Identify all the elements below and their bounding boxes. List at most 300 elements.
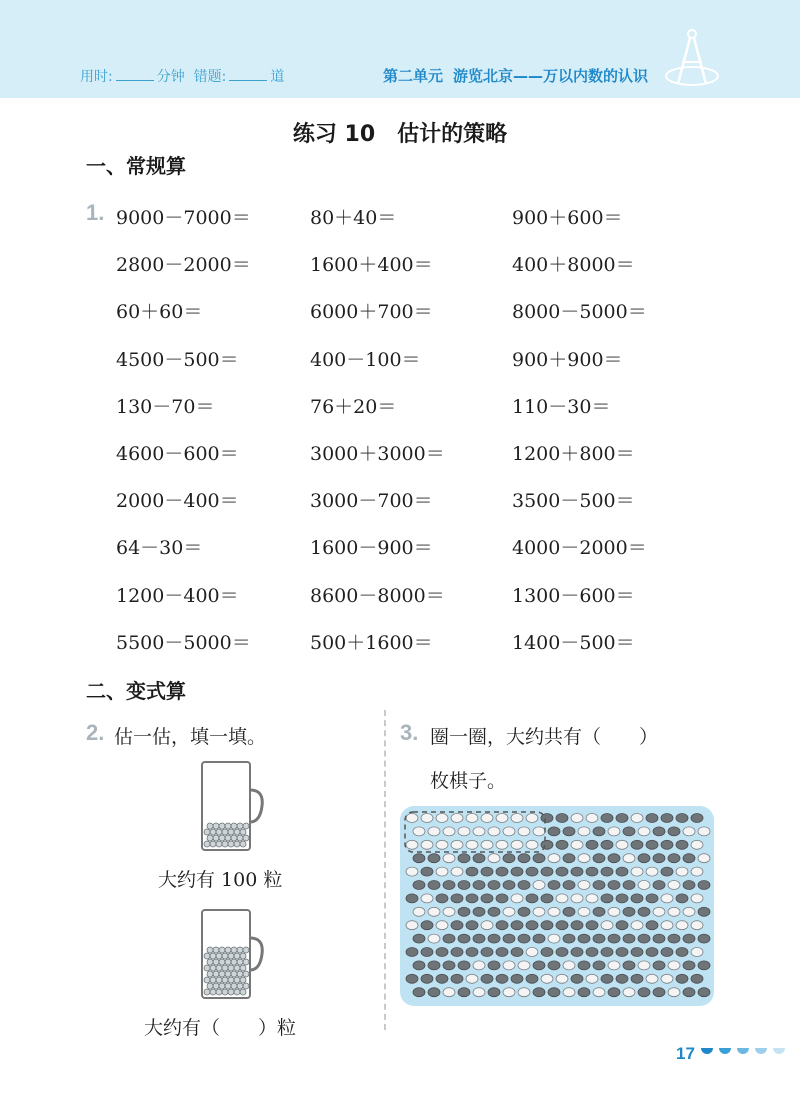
white-chess-piece — [683, 827, 695, 836]
equation-r8-c2[interactable]: 1600－900＝ — [310, 537, 433, 560]
bean — [228, 977, 234, 983]
black-chess-piece — [601, 894, 613, 903]
white-chess-piece — [548, 907, 560, 916]
white-chess-piece — [608, 827, 620, 836]
cup-unknown-beans — [196, 908, 266, 1002]
bean — [219, 971, 225, 977]
page-title: 练习 10 估计的策略 — [292, 122, 508, 147]
white-chess-piece — [533, 827, 545, 836]
black-chess-piece — [646, 948, 658, 957]
bean — [237, 947, 243, 953]
black-chess-piece — [683, 988, 695, 997]
question-1-number: 1. — [86, 200, 105, 225]
bean — [240, 829, 246, 835]
equation-r6-c2[interactable]: 3000＋3000＝ — [310, 443, 445, 465]
black-chess-piece — [571, 921, 583, 930]
bean — [234, 829, 240, 835]
black-chess-piece — [646, 921, 658, 930]
white-chess-piece — [503, 988, 515, 997]
bean — [204, 989, 210, 995]
bean — [204, 841, 210, 847]
bean — [222, 953, 228, 959]
black-chess-piece — [473, 907, 485, 916]
black-chess-piece — [496, 867, 508, 876]
black-chess-piece — [653, 854, 665, 863]
black-chess-piece — [668, 854, 680, 863]
equation-r6-c3[interactable]: 1200＋800＝ — [512, 443, 635, 465]
black-chess-piece — [571, 867, 583, 876]
black-chess-piece — [533, 934, 545, 943]
black-chess-piece — [473, 934, 485, 943]
equation-r7-c3[interactable]: 3500－500＝ — [512, 490, 635, 513]
black-chess-piece — [458, 854, 470, 863]
equation-r5-c1[interactable]: 130－70＝ — [116, 395, 215, 418]
white-chess-piece — [661, 894, 673, 903]
black-chess-piece — [473, 854, 485, 863]
black-chess-piece — [586, 867, 598, 876]
white-chess-piece — [668, 881, 680, 890]
equation-r4-c1[interactable]: 4500－500＝ — [116, 348, 239, 371]
black-chess-piece — [481, 974, 493, 983]
black-chess-piece — [683, 961, 695, 970]
white-chess-piece — [623, 854, 635, 863]
equation-r3-c1[interactable]: 60＋60＝ — [116, 301, 203, 324]
white-chess-piece — [691, 840, 703, 849]
black-chess-piece — [661, 814, 673, 823]
black-chess-piece — [631, 840, 643, 849]
black-chess-piece — [668, 934, 680, 943]
white-chess-piece — [503, 907, 515, 916]
black-chess-piece — [413, 961, 425, 970]
black-chess-piece — [511, 974, 523, 983]
time-blank[interactable] — [116, 68, 154, 81]
page-decoration-drops — [699, 1046, 795, 1060]
equation-r1-c2[interactable]: 80＋40＝ — [310, 207, 397, 229]
white-chess-piece — [466, 840, 478, 849]
black-chess-piece — [623, 934, 635, 943]
black-chess-piece — [556, 867, 568, 876]
black-chess-piece — [638, 907, 650, 916]
equation-r9-c3[interactable]: 1300－600＝ — [512, 584, 635, 607]
bean — [204, 977, 210, 983]
black-chess-piece — [428, 854, 440, 863]
bean — [228, 953, 234, 959]
black-chess-piece — [466, 894, 478, 903]
black-chess-piece — [608, 934, 620, 943]
black-chess-piece — [698, 907, 710, 916]
black-chess-piece — [646, 814, 658, 823]
black-chess-piece — [563, 881, 575, 890]
white-chess-piece — [518, 827, 530, 836]
black-chess-piece — [653, 934, 665, 943]
equation-r2-c2[interactable]: 1600＋400＝ — [310, 254, 433, 277]
equation-r9-c1[interactable]: 1200－400＝ — [116, 584, 239, 607]
black-chess-piece — [623, 961, 635, 970]
white-chess-piece — [428, 907, 440, 916]
bean — [231, 835, 237, 841]
white-chess-piece — [406, 840, 418, 849]
white-chess-piece — [631, 867, 643, 876]
black-chess-piece — [593, 907, 605, 916]
bean — [216, 989, 222, 995]
black-chess-piece — [488, 961, 500, 970]
bean — [237, 971, 243, 977]
bean — [243, 823, 249, 829]
bean — [213, 971, 219, 977]
black-chess-piece — [458, 934, 470, 943]
bean — [210, 841, 216, 847]
white-chess-piece — [511, 894, 523, 903]
black-chess-piece — [511, 921, 523, 930]
black-chess-piece — [511, 867, 523, 876]
black-chess-piece — [578, 934, 590, 943]
equation-r4-c2[interactable]: 400－100＝ — [310, 348, 421, 371]
black-chess-piece — [698, 934, 710, 943]
black-chess-piece — [676, 974, 688, 983]
white-chess-piece — [556, 894, 568, 903]
bean — [207, 983, 213, 989]
black-chess-piece — [518, 881, 530, 890]
white-chess-piece — [668, 961, 680, 970]
black-chess-piece — [608, 854, 620, 863]
black-chess-piece — [458, 988, 470, 997]
black-chess-piece — [638, 934, 650, 943]
white-chess-piece — [608, 907, 620, 916]
white-chess-piece — [691, 894, 703, 903]
black-chess-piece — [556, 840, 568, 849]
black-chess-piece — [541, 948, 553, 957]
black-chess-piece — [443, 961, 455, 970]
black-chess-piece — [533, 854, 545, 863]
bean — [243, 983, 249, 989]
black-chess-piece — [541, 921, 553, 930]
black-chess-piece — [413, 881, 425, 890]
white-chess-piece — [593, 988, 605, 997]
equation-r1-c1[interactable]: 9000－7000＝ — [116, 207, 251, 229]
bean — [207, 959, 213, 965]
white-chess-piece — [443, 827, 455, 836]
bean — [222, 977, 228, 983]
black-chess-piece — [563, 907, 575, 916]
white-chess-piece — [541, 974, 553, 983]
equation-r10-c2[interactable]: 500＋1600＝ — [310, 631, 433, 654]
bean — [213, 835, 219, 841]
white-chess-piece — [518, 988, 530, 997]
black-chess-piece — [458, 881, 470, 890]
white-chess-piece — [436, 814, 448, 823]
equation-r3-c2[interactable]: 6000＋700＝ — [310, 301, 433, 324]
white-chess-piece — [466, 814, 478, 823]
white-chess-piece — [683, 907, 695, 916]
black-chess-piece — [533, 988, 545, 997]
black-chess-piece — [541, 894, 553, 903]
black-chess-piece — [413, 854, 425, 863]
white-chess-piece — [526, 840, 538, 849]
white-chess-piece — [436, 867, 448, 876]
bean — [243, 971, 249, 977]
bean — [213, 823, 219, 829]
black-chess-piece — [593, 934, 605, 943]
black-chess-piece — [601, 948, 613, 957]
bean — [216, 953, 222, 959]
equation-r2-c1[interactable]: 2800－2000＝ — [116, 254, 251, 277]
white-chess-piece — [503, 827, 515, 836]
black-chess-piece — [653, 961, 665, 970]
bean — [222, 965, 228, 971]
black-chess-piece — [616, 814, 628, 823]
white-chess-piece — [518, 961, 530, 970]
white-chess-piece — [428, 934, 440, 943]
count-label: 道 — [270, 69, 285, 85]
black-chess-piece — [406, 948, 418, 957]
equation-r9-c2[interactable]: 8600－8000＝ — [310, 584, 445, 607]
black-chess-piece — [601, 867, 613, 876]
black-chess-piece — [466, 948, 478, 957]
black-chess-piece — [488, 988, 500, 997]
equation-r2-c3[interactable]: 400＋8000＝ — [512, 254, 635, 277]
white-chess-piece — [691, 948, 703, 957]
black-chess-piece — [518, 934, 530, 943]
black-chess-piece — [436, 974, 448, 983]
black-chess-piece — [578, 988, 590, 997]
black-chess-piece — [593, 961, 605, 970]
timing-record — [80, 66, 284, 86]
white-chess-piece — [451, 814, 463, 823]
black-chess-piece — [601, 840, 613, 849]
white-chess-piece — [511, 814, 523, 823]
white-chess-piece — [631, 814, 643, 823]
black-chess-piece — [518, 907, 530, 916]
black-chess-piece — [593, 827, 605, 836]
black-chess-piece — [526, 921, 538, 930]
equation-r10-c1[interactable]: 5500－5000＝ — [116, 631, 251, 654]
bean — [234, 989, 240, 995]
white-chess-piece — [451, 867, 463, 876]
black-chess-piece — [443, 881, 455, 890]
bean — [207, 947, 213, 953]
question-3-prompt-line2: 枚棋子。 — [430, 770, 507, 792]
equation-r7-c1[interactable]: 2000－400＝ — [116, 490, 239, 513]
bean — [243, 959, 249, 965]
equation-r3-c3[interactable]: 8000－5000＝ — [512, 301, 647, 324]
bean — [240, 965, 246, 971]
black-chess-piece — [496, 921, 508, 930]
black-chess-piece — [676, 948, 688, 957]
equation-r5-c3[interactable]: 110－30＝ — [512, 395, 611, 418]
white-chess-piece — [496, 814, 508, 823]
black-chess-piece — [683, 854, 695, 863]
equation-r8-c1[interactable]: 64－30＝ — [116, 537, 203, 560]
bean — [234, 977, 240, 983]
bean — [216, 841, 222, 847]
black-chess-piece — [631, 894, 643, 903]
white-chess-piece — [443, 854, 455, 863]
bean — [216, 977, 222, 983]
black-chess-piece — [548, 827, 560, 836]
black-chess-piece — [428, 988, 440, 997]
equation-r4-c3[interactable]: 900＋900＝ — [512, 348, 623, 371]
bean — [210, 953, 216, 959]
white-chess-piece — [691, 867, 703, 876]
black-chess-piece — [526, 974, 538, 983]
white-chess-piece — [578, 854, 590, 863]
white-chess-piece — [563, 988, 575, 997]
bean — [240, 977, 246, 983]
black-chess-piece — [443, 934, 455, 943]
white-chess-piece — [661, 974, 673, 983]
bean — [231, 983, 237, 989]
unit-heading — [383, 65, 658, 86]
bean — [210, 965, 216, 971]
bean — [222, 989, 228, 995]
white-chess-piece — [473, 988, 485, 997]
white-chess-piece — [578, 907, 590, 916]
white-chess-piece — [668, 988, 680, 997]
white-chess-piece — [473, 827, 485, 836]
column-divider — [384, 710, 386, 1030]
bean — [222, 829, 228, 835]
black-chess-piece — [488, 934, 500, 943]
black-chess-piece — [428, 961, 440, 970]
black-chess-piece — [451, 894, 463, 903]
white-chess-piece — [601, 921, 613, 930]
black-chess-piece — [563, 934, 575, 943]
black-chess-piece — [503, 854, 515, 863]
bean — [216, 965, 222, 971]
white-chess-piece — [698, 854, 710, 863]
black-chess-piece — [653, 827, 665, 836]
white-chess-piece — [586, 814, 598, 823]
bean — [219, 983, 225, 989]
black-chess-piece — [541, 840, 553, 849]
bean — [234, 953, 240, 959]
white-chess-piece — [586, 974, 598, 983]
equation-r7-c2[interactable]: 3000－700＝ — [310, 490, 433, 513]
bean — [225, 959, 231, 965]
black-chess-piece — [406, 894, 418, 903]
black-chess-piece — [503, 934, 515, 943]
white-chess-piece — [646, 867, 658, 876]
black-chess-piece — [526, 894, 538, 903]
black-chess-piece — [541, 867, 553, 876]
white-chess-piece — [548, 854, 560, 863]
black-chess-piece — [586, 840, 598, 849]
black-chess-piece — [421, 921, 433, 930]
cup-2-caption[interactable]: 大约有（ ）粒 — [144, 1017, 297, 1039]
equation-r1-c3[interactable]: 900＋600＝ — [512, 207, 623, 229]
question-2-number: 2. — [86, 720, 105, 745]
white-chess-piece — [608, 961, 620, 970]
black-chess-piece — [698, 881, 710, 890]
black-chess-piece — [593, 854, 605, 863]
black-chess-piece — [668, 827, 680, 836]
black-chess-piece — [458, 907, 470, 916]
white-chess-piece — [616, 840, 628, 849]
black-chess-piece — [481, 894, 493, 903]
black-chess-piece — [676, 894, 688, 903]
black-chess-piece — [548, 961, 560, 970]
black-chess-piece — [548, 881, 560, 890]
bean — [240, 953, 246, 959]
black-chess-piece — [586, 921, 598, 930]
bean — [240, 989, 246, 995]
question-3-number: 3. — [400, 720, 419, 745]
question-3-prompt[interactable]: 圈一圈，大约共有（ ） — [430, 726, 659, 748]
white-chess-piece — [571, 814, 583, 823]
black-chess-piece — [616, 974, 628, 983]
bean — [216, 829, 222, 835]
black-chess-piece — [698, 961, 710, 970]
equation-r5-c2[interactable]: 76＋20＝ — [310, 395, 397, 418]
bean — [213, 983, 219, 989]
bean — [231, 823, 237, 829]
equation-r8-c3[interactable]: 4000－2000＝ — [512, 537, 647, 560]
black-chess-piece — [436, 894, 448, 903]
white-chess-piece — [481, 840, 493, 849]
black-chess-piece — [683, 881, 695, 890]
white-chess-piece — [428, 827, 440, 836]
white-chess-piece — [563, 961, 575, 970]
black-chess-piece — [488, 881, 500, 890]
white-chess-piece — [488, 827, 500, 836]
black-chess-piece — [466, 921, 478, 930]
bean — [243, 947, 249, 953]
white-chess-piece — [481, 921, 493, 930]
white-chess-piece — [503, 961, 515, 970]
white-chess-piece — [413, 907, 425, 916]
page-number: 17 — [676, 1044, 695, 1063]
bean — [213, 947, 219, 953]
unit-title: 游览北京——万以内数的认识 — [453, 67, 649, 85]
white-chess-piece — [413, 827, 425, 836]
black-chess-piece — [623, 907, 635, 916]
bean — [237, 823, 243, 829]
black-chess-piece — [623, 881, 635, 890]
black-chess-piece — [683, 934, 695, 943]
white-chess-piece — [646, 974, 658, 983]
cup-1-caption: 大约有 100 粒 — [158, 869, 283, 891]
bean — [228, 989, 234, 995]
white-chess-piece — [436, 921, 448, 930]
section-regular-calc-title: 一、常规算 — [86, 154, 186, 178]
header-scallop-edge — [0, 88, 800, 104]
white-chess-piece — [421, 840, 433, 849]
bean — [222, 841, 228, 847]
white-chess-piece — [631, 921, 643, 930]
bean — [225, 971, 231, 977]
bean — [210, 829, 216, 835]
equation-r6-c1[interactable]: 4600－600＝ — [116, 443, 239, 465]
black-chess-piece — [571, 974, 583, 983]
white-chess-piece — [668, 907, 680, 916]
white-chess-piece — [623, 988, 635, 997]
equation-r10-c3[interactable]: 1400－500＝ — [512, 631, 635, 654]
errors-label: 错题: — [193, 69, 227, 85]
section-variant-calc-title: 二、变式算 — [86, 679, 186, 703]
black-chess-piece — [481, 867, 493, 876]
white-chess-piece — [691, 921, 703, 930]
errors-blank[interactable] — [229, 68, 267, 81]
black-chess-piece — [481, 948, 493, 957]
black-chess-piece — [578, 961, 590, 970]
black-chess-piece — [473, 881, 485, 890]
black-chess-piece — [638, 854, 650, 863]
bean — [240, 841, 246, 847]
black-chess-piece — [548, 988, 560, 997]
black-chess-piece — [496, 974, 508, 983]
question-2-prompt: 估一估，填一填。 — [114, 726, 267, 748]
white-chess-piece — [578, 881, 590, 890]
